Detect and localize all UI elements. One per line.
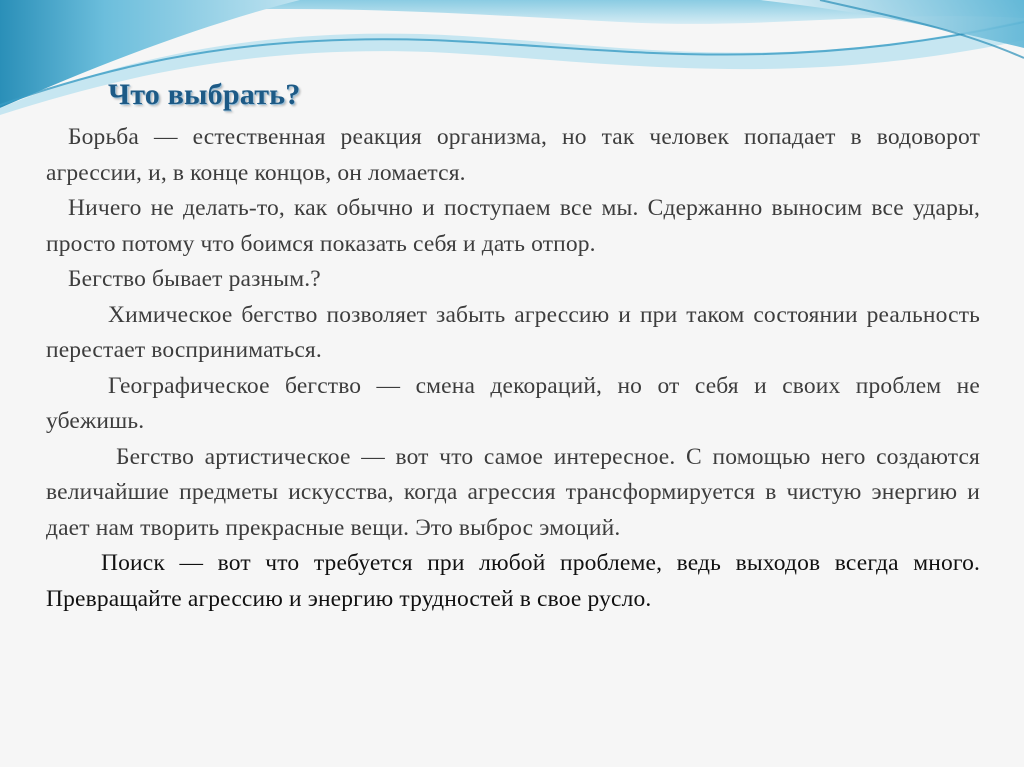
paragraph-escape-types: Бегство бывает разным.? (68, 266, 321, 292)
paragraph-artistic-escape: Бегство артистическое — вот что самое интересное. С помощью него создаются величайшие предметы искусства, когда агрессия трансформируется в чистую энергию и дает нам творить прекрасные вещи. Это выброс эмоций. (46, 443, 980, 541)
paragraph-fight: Борьба — естественная реакция организма, но так человек попадает в водоворот агрессии, и, в конце концов, он ломается. (46, 124, 980, 186)
paragraph-geographic-escape: Географическое бегство — смена декораций, но от себя и своих проблем не убежишь. (46, 372, 980, 434)
paragraph-do-nothing: Ничего не делать-то, как обычно и поступаем все мы. Сдержанно выносим все удары, просто потому что боимся показать себя и дать отпор. (46, 195, 980, 257)
slide-body (46, 120, 980, 617)
paragraph-chemical-escape: Химическое бегство позволяет забыть агрессию и при таком состоянии реальность перестает восприниматься. (46, 301, 980, 363)
slide-title: Что выбрать? (108, 78, 301, 111)
paragraph-search: Поиск — вот что требуется при любой проблеме, ведь выходов всегда много. Превращайте агрессию и энергию трудностей в свое русло. (46, 550, 980, 612)
